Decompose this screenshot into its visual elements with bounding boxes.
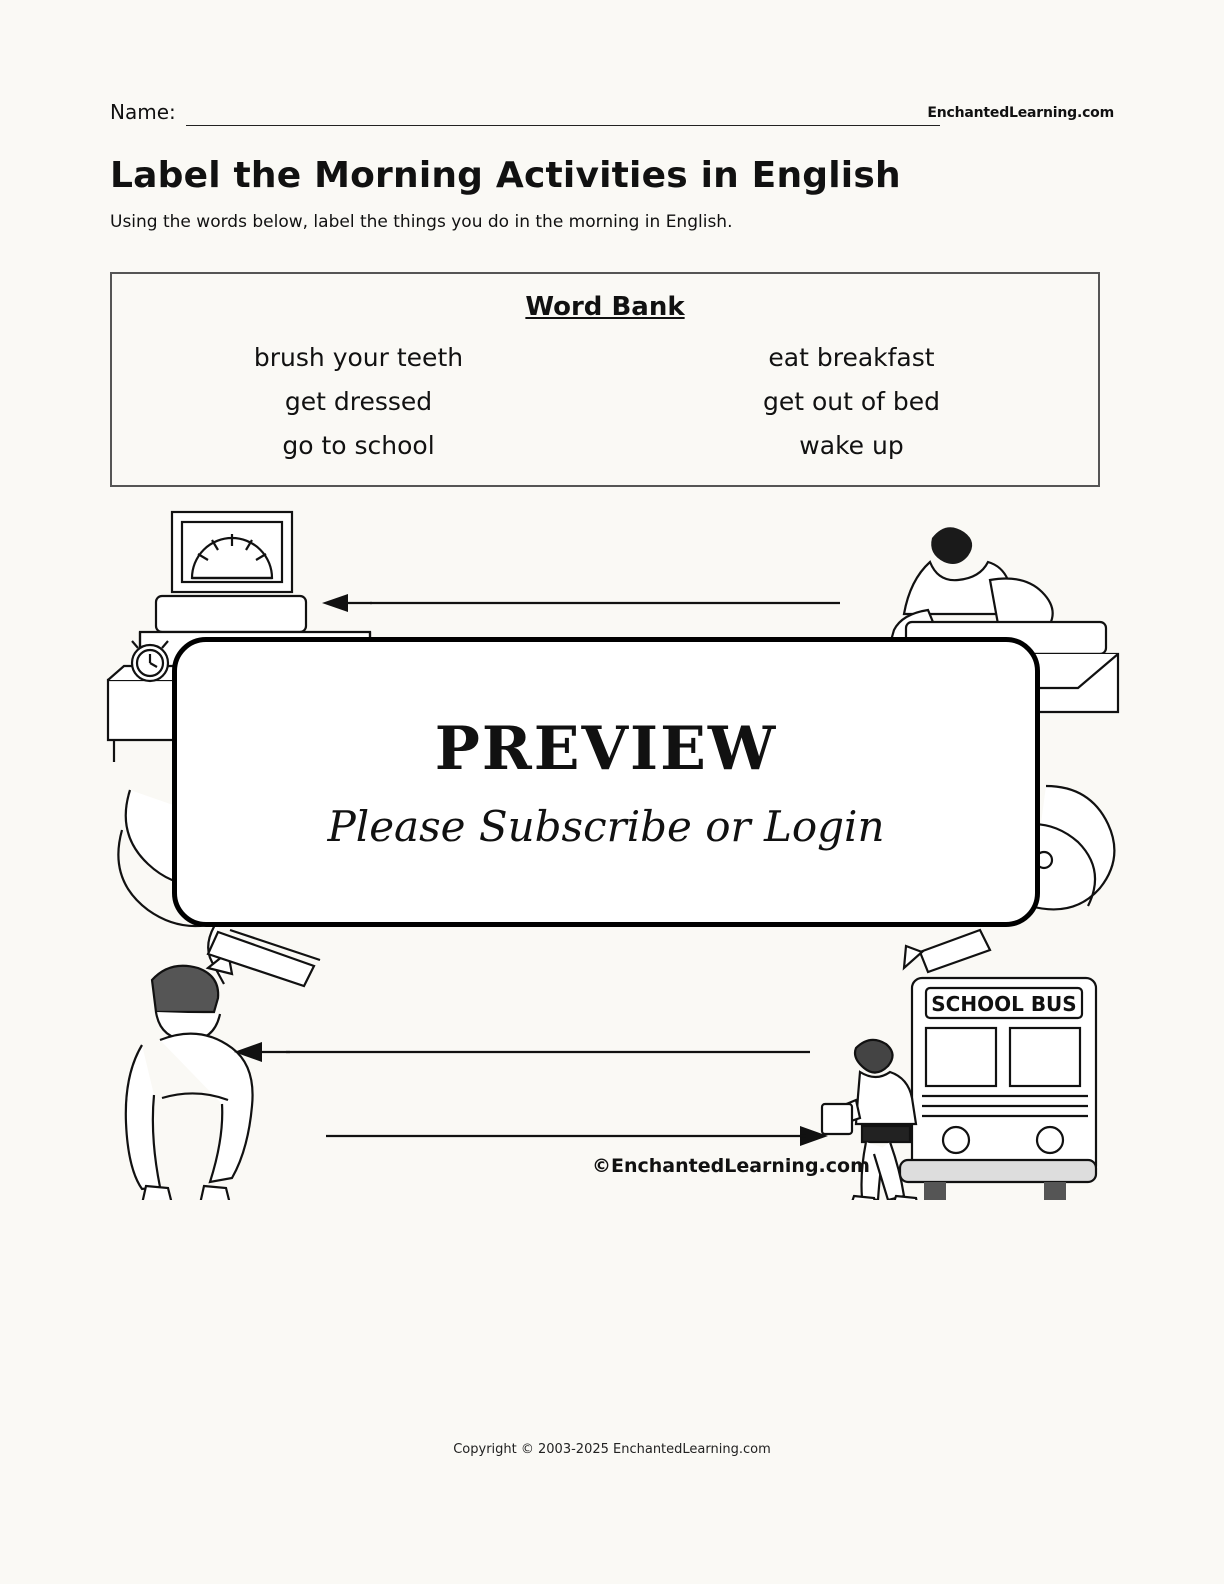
word-bank-word: get out of bed [762, 387, 941, 416]
name-label: Name: [110, 100, 176, 124]
name-input-line[interactable] [186, 103, 940, 126]
arrow-get-dressed [234, 1042, 810, 1062]
word-bank-columns [112, 336, 1098, 468]
sunrise-window-icon [172, 512, 292, 592]
word-bank-heading: Word Bank [525, 292, 685, 322]
name-row [110, 100, 940, 126]
school-bus-icon [900, 978, 1096, 1200]
word-bank-word: eat breakfast [768, 343, 935, 372]
page-title: Label the Morning Activities in English [110, 155, 901, 196]
preview-title: PREVIEW [434, 713, 778, 784]
preview-overlay[interactable] [172, 637, 1040, 927]
arrow-wake-up [322, 594, 840, 612]
school-bus-label: SCHOOL BUS [931, 992, 1077, 1016]
arrow-go-to-school [326, 1126, 828, 1146]
word-bank-word: brush your teeth [253, 343, 464, 372]
word-bank-word: go to school [282, 431, 435, 460]
word-bank-right-column [605, 336, 1098, 468]
person-getting-dressed-icon [126, 966, 253, 1200]
site-brand: EnchantedLearning.com [927, 105, 1114, 121]
word-bank-word: wake up [799, 431, 904, 460]
word-bank-word: get dressed [284, 387, 433, 416]
page-instructions: Using the words below, label the things you do in the morning in English. [110, 212, 733, 232]
copyright-notice: Copyright © 2003-2025 EnchantedLearning.com [453, 1442, 771, 1457]
alarm-clock-icon [132, 641, 168, 681]
illustration-credit: ©EnchantedLearning.com [592, 1155, 870, 1177]
word-bank-left-column [112, 336, 605, 468]
word-bank [110, 272, 1100, 487]
preview-subtitle[interactable]: Please Subscribe or Login [327, 801, 885, 851]
